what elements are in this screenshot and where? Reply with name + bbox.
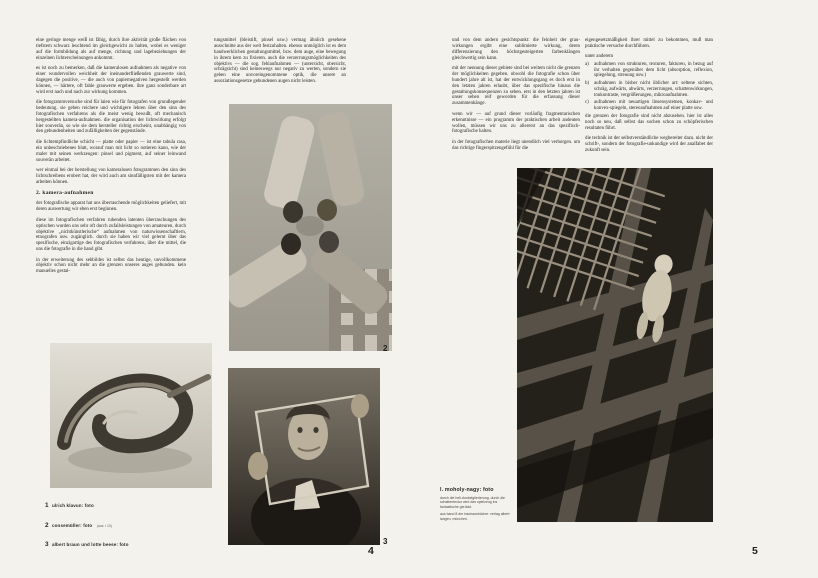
paragraph: die technik ist der selbstverständliche wegbereiter dazu. nicht der schrift-, sondern der fotografie-unkundige wird der analfabet der zukunft sein.: [585, 136, 713, 154]
caption-list: [45, 494, 235, 553]
caption-note: (aus: i 10): [96, 523, 112, 528]
caption-2: [45, 514, 235, 532]
list-marker: b): [585, 80, 590, 86]
section-heading-kamera-aufnahmen: 2. kamera-aufnahmen: [36, 190, 94, 197]
list-marker: a): [585, 61, 589, 67]
figure-number-2: 2: [383, 344, 388, 353]
paragraph: es ist noch zu bemerken, daß die kameralosen aufnahmen als negative von einer wundervollen weichheit der ineinanderfließenden grauwerte sind, dagegen die positive, — die auch von papiernegativen hergestellt werden können, — härtere, oft fahle grauwerte ergeben. ihre ganz sonderbare art wird erst nach und nach zur wirkung kommen.: [36, 66, 186, 95]
left-page-column-1: [36, 38, 186, 280]
paragraph: in der erweiterung des sehbildes ist selbst das heutige, unvollkommene objektiv schon nicht mehr an die grenzen unseres auges gebunden. kein manuelles gestal-: [36, 257, 186, 275]
page-number-right: 5: [752, 545, 758, 557]
paragraph: die grenzen der fotografie sind nicht abzusehen. hier ist alles noch so neu, daß selbst das suchen schon zu schöpferischen resultaten führt.: [585, 114, 713, 131]
caption-number: 3: [45, 541, 49, 549]
paragraph: und von dem andern gesichtspunkt: die feinheit der grau-wirkungen ergibt eine sublimierte wirkung, deren differenzierung den höchstgesteigerten farbenklängen gleichwertig sein kann.: [452, 38, 580, 61]
caption-text: consemüller: foto: [52, 522, 93, 528]
paragraph: eigengesetzmäßigkeit ihrer mittel zu bekommen, muß man praktische versuche durchführen.: [585, 38, 713, 49]
caption-text: ulrich klavun: foto: [52, 503, 94, 508]
photo-shadow-lattice-with-child: [517, 168, 713, 522]
list-item-c: [585, 100, 713, 112]
list-item-text: aufnahmen in bisher nicht üblicher art: seltene sichten, schräg, aufwärts, abwärts, verzerrungen, schattenwirkungen, tonkontraste, vergrößerungen, mikroaufnahmen.: [594, 80, 713, 98]
list-item-text: aufnahmen mit neuartigen linsensystemen, konkav- und konvex-spiegeln, stereoaufnahmen auf einer platte usw.: [594, 99, 713, 111]
right-page-column-2: [585, 38, 713, 159]
paragraph: der fotografische apparat hat uns überraschende möglichkeiten geliefert, mit deren auswertung wir eben erst beginnen.: [36, 201, 186, 213]
paragraph: wenn wir — auf grund dieser vorläufig fragmentarischen erkenntnisse — ein programm der praktischen arbeit andeuten wollen, müssen wir uns zu allererst an das spezifisch-fotografische halten.: [452, 111, 580, 135]
left-page-column-2: [214, 38, 346, 90]
list-item-text: aufnahmen von strukturen, texturen, fakturen, in bezug auf ihr verhalten gegenüber dem licht (absorption, reflexion, spiegelung, streuung usw.): [594, 61, 713, 79]
caption-1: [45, 494, 235, 512]
paragraph: in der fotografischen materie liegt unendlich viel verborgen. um das richtige fingerspitzengefühl für die: [452, 139, 580, 151]
photo-four-people-lying-in-grass: [229, 104, 392, 351]
paragraph: die lichtempfindliche schicht — platte oder papier — ist eine tabula rasa, ein unbeschriebenes blatt, worauf man mit licht so notieren kann, wie der maler mit seinen werkzeugen: pinsel und pigment, auf seiner leinwand souverän arbeitet.: [36, 139, 186, 163]
caption-text: albert braun und lotte beese: foto: [52, 542, 129, 548]
list-label: unter anderem: [585, 54, 614, 60]
caption-note-source: aus band 8 der bauhausbücher. verlag albert langen, münchen.: [440, 512, 510, 521]
caption-number: 2: [45, 521, 49, 529]
paragraph: wer einmal bei der herstellung von kameralosen fotogrammen den sinn des lichtschreibens erobert hat, der wird auch am sinnfälligsten mit der kamera arbeiten können.: [36, 168, 186, 185]
photo-glass-spiral-object: [50, 343, 212, 488]
list-item-b: [585, 81, 713, 99]
right-page-column-1: [452, 38, 580, 156]
page-number-left: 4: [368, 545, 374, 557]
moholy-caption-block: [440, 487, 514, 524]
figure-number-3: 3: [383, 537, 388, 546]
photo-man-with-glass-pane: [228, 368, 380, 545]
caption-3: [45, 533, 235, 551]
caption-note-description: durch die hell-dunkelgliederung, durch die schattentextur wird das spielzeug ins fantastische gerückt.: [440, 495, 505, 509]
paragraph: tungsmittel (bleistift, pinsel usw.) vermag ähnlich gesehene ausschnitte aus der welt festzuhalten. ebenso unmöglich ist es dem handwerklichen gestaltungsmittel, bzw. dem auge, eine bewegung in ihrem kern zu fixieren. auch die verzerrungsmöglichkeiten des objektivs — die sog. fehlaufnahmen — (untersicht, obersicht, schrägsicht) sind keineswegs nur negativ zu werten, sondern sie geben eine unvoreingenommene optik, die unsere an assoziationsgesetze gebundenen augen nicht leisten.: [214, 38, 346, 85]
list-marker: c): [585, 99, 589, 105]
paragraph: diese im fotografischen verfahren ruhenden latenten überraschungen des optischen wurden uns sehr oft durch zufallsleistungen von amateuren, durch objektive „nichtkünstlerische“ aufnahmen von naturwissenschaftlern, etnografen usw. zugänglich. durch sie haben wir viel gelernt über das spezifische, einzigartige des fotografischen verfahrens, über die mittel, die uns die fotografie in die hand gibt.: [36, 217, 186, 253]
caption-title: l. moholy-nagy: foto: [440, 487, 494, 493]
paragraph: eine geringe menge weiß ist fähig, durch ihre aktivität große flächen von tiefstem schwarz leuchtend im gleichgewicht zu halten, wobei es weniger auf die formbildung als auf menge, richtung und lagebeziehungen der einzelnen lichterscheinungen ankommt.: [36, 38, 186, 61]
list-item-a: [585, 62, 713, 80]
paragraph: mit der nennung dieser gebiete sind bei weitem nicht die grenzen der möglichkeiten gegeben. obwohl die fotografie schon über hundert jahre alt ist, hat der entwicklungsgang es doch erst in den letzten jahren erlaubt, über das spezifische hinaus die gestaltungskonsequenzen zu sehen. erst in den letzten jahren ist unser sehen reif geworden für die erfassung dieser zusammenhänge.: [452, 66, 580, 107]
paragraph: die fotogrammversuche sind für laien wie für fotografen von grundlegender bedeutung. sie geben reichere und wichtigere lehren über den sinn des fotografischen verfahrens als die meist wenig bewußt, oft mechanisch hergestellten kamera-aufnahmen. die organisation der lichtwirkung erfolgt hier souverän, so wie sie dem hersteller richtig erscheint, unabhängig von den gebundenheiten und zufälligkeiten der gegenstände.: [36, 100, 186, 135]
caption-number: 1: [45, 502, 49, 509]
